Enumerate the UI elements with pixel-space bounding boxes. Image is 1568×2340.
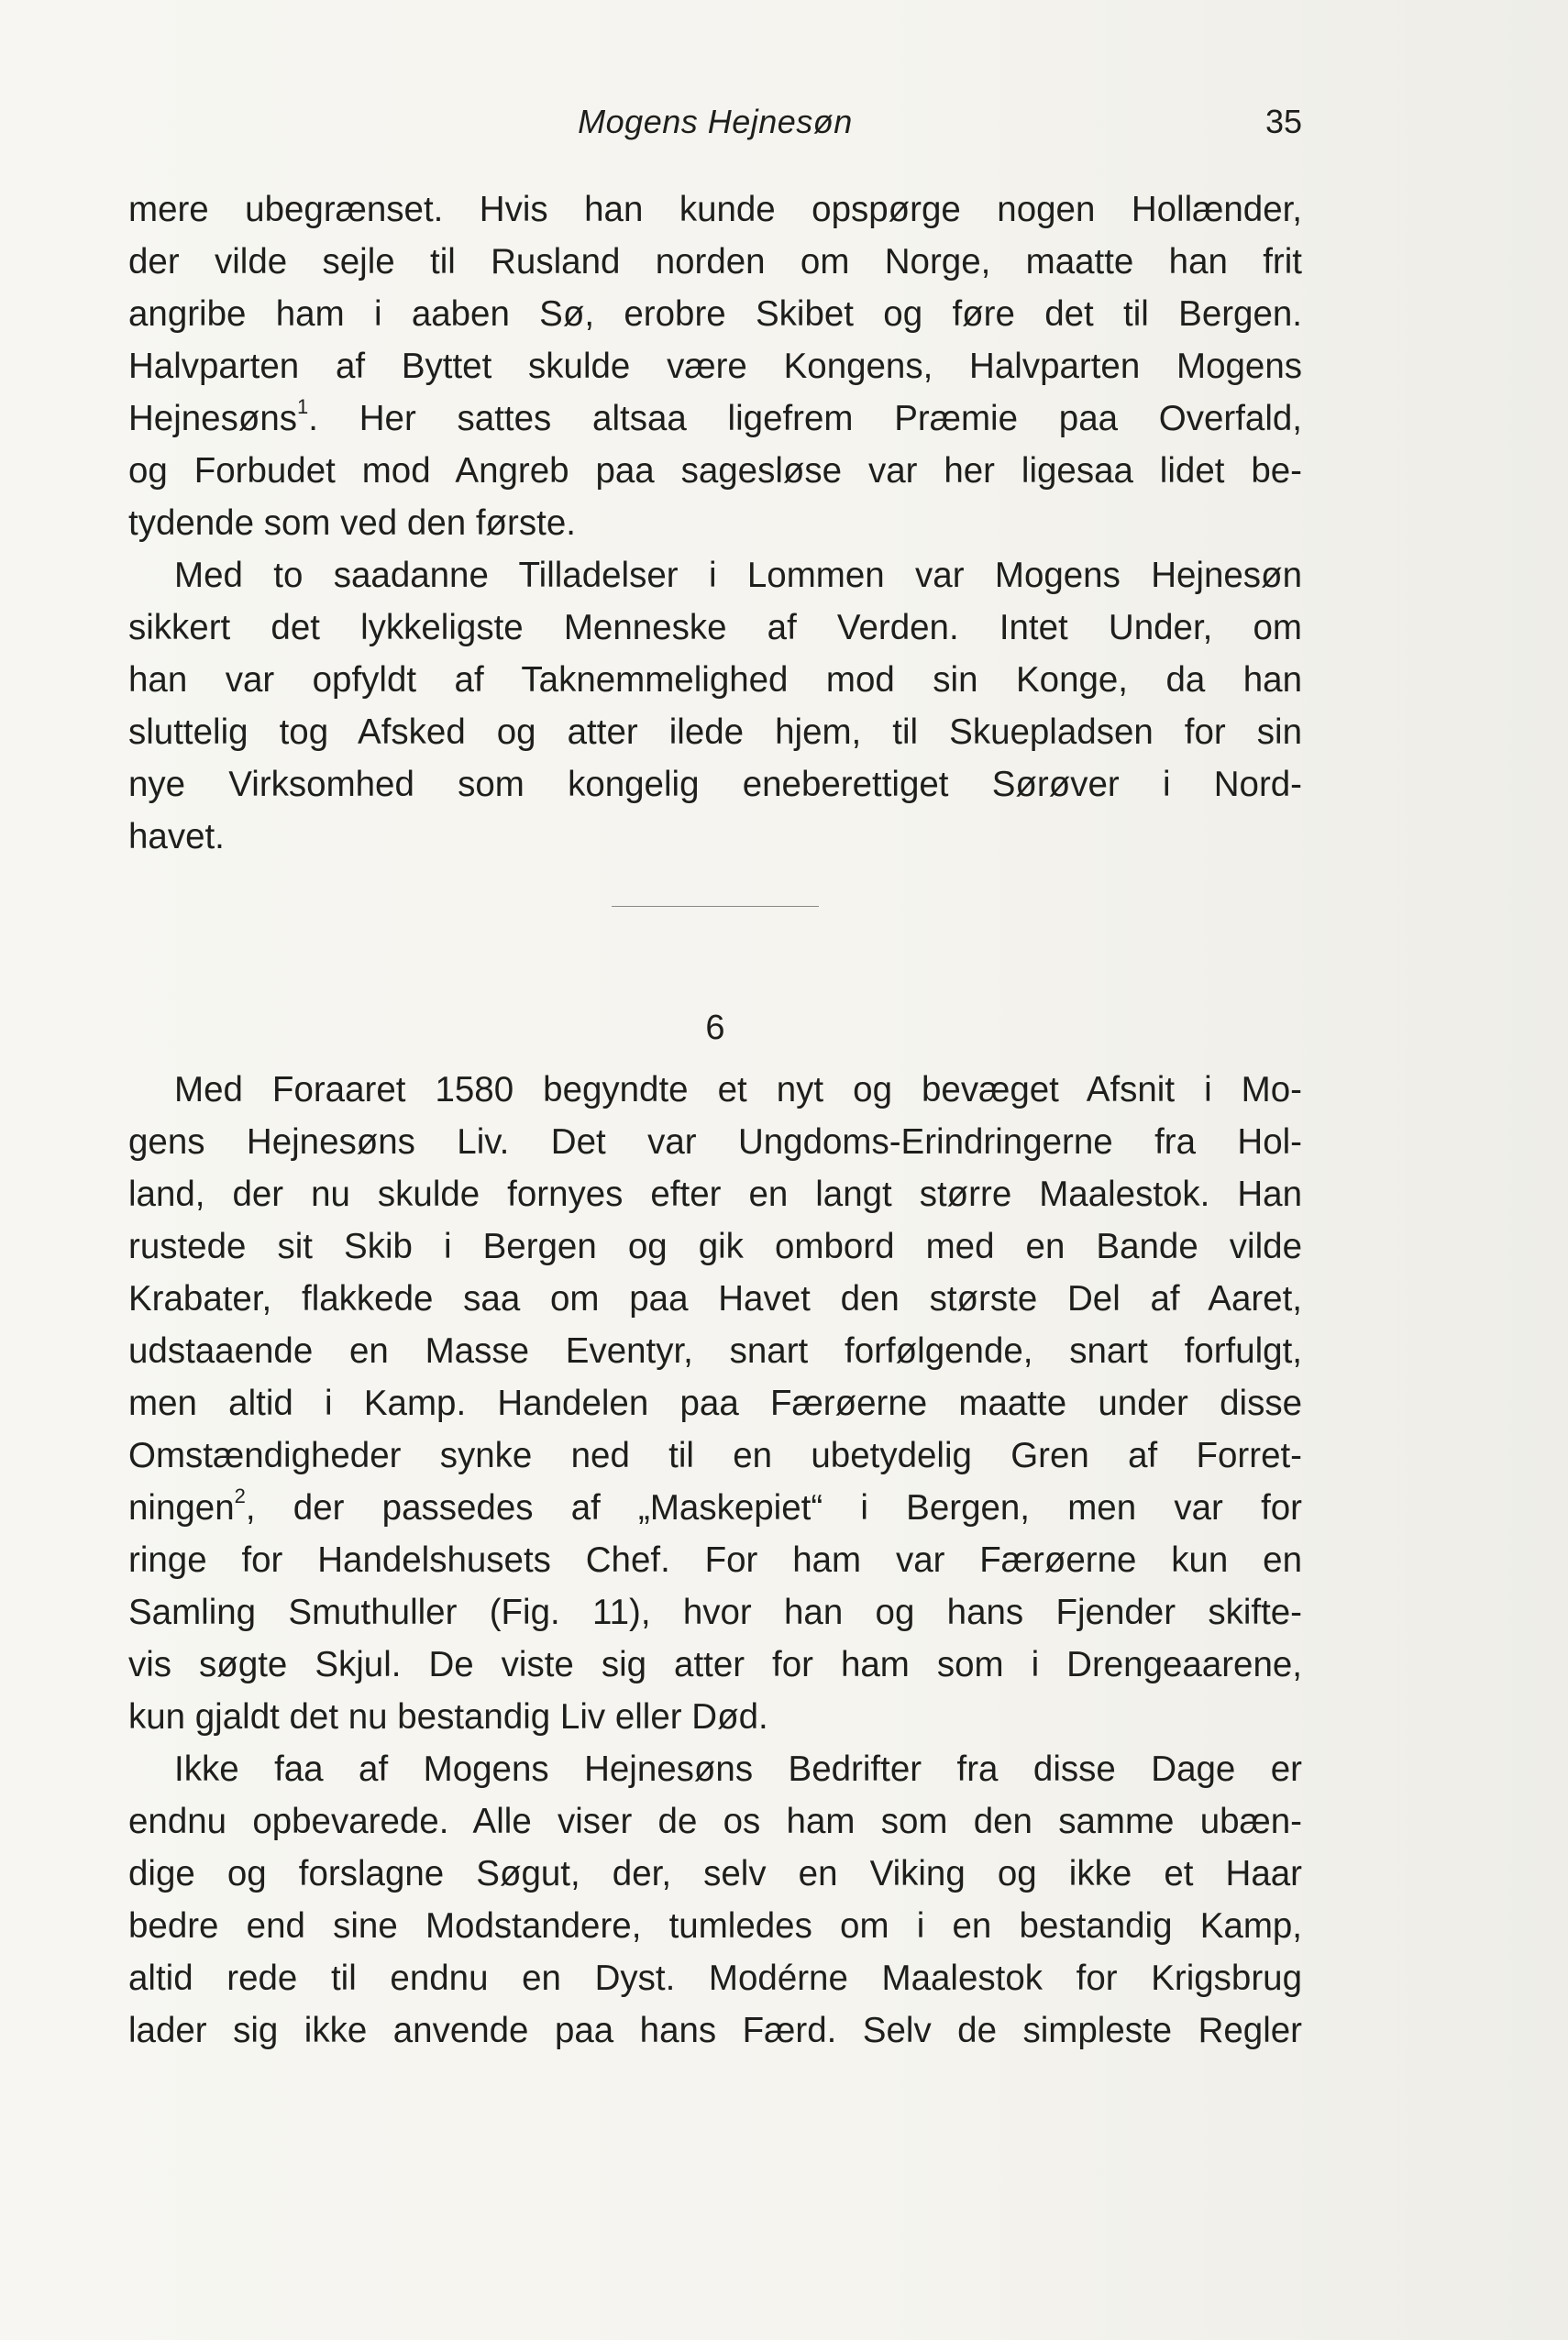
text-line: land, der nu skulde fornyes efter en langt større Maalestok. Han [128, 1175, 1302, 1214]
text-line: Med Foraaret 1580 begyndte et nyt og bevæget Afsnit i Mo- [174, 1070, 1302, 1109]
text-line: bedre end sine Modstandere, tumledes om i en bestandig Kamp, [128, 1906, 1302, 1946]
text-block-1 [128, 183, 1302, 863]
text-line: sluttelig tog Afsked og atter ilede hjem, til Skuepladsen for sin [128, 712, 1302, 752]
text-fragment: , der passedes af „Maskepiet“ i Bergen, men var for [245, 1488, 1302, 1528]
text-line: angribe ham i aaben Sø, erobre Skibet og føre det til Bergen. [128, 294, 1302, 334]
footnote-reference[interactable]: 1 [297, 395, 309, 419]
text-fragment: Hejnesøns [128, 399, 298, 438]
text-line: ringe for Handelshusets Chef. For ham var Færøerne kun en [128, 1540, 1302, 1580]
section-number: 6 [705, 1009, 725, 1047]
text-line: nye Virksomhed som kongelig eneberettiget Sørøver i Nord- [128, 765, 1302, 804]
text-line: endnu opbevarede. Alle viser de os ham som den samme ubæn- [128, 1802, 1302, 1841]
page-number: 35 [1264, 103, 1302, 140]
text-line: kun gjaldt det nu bestandig Liv eller Død. [128, 1697, 768, 1737]
text-line: men altid i Kamp. Handelen paa Færøerne maatte under disse [128, 1384, 1302, 1423]
text-line: havet. [128, 817, 225, 856]
text-line: og Forbudet mod Angreb paa sagesløse var her ligesaa lidet be- [128, 451, 1302, 491]
text-line: lader sig ikke anvende paa hans Færd. Selv de simpleste Regler [128, 2011, 1302, 2050]
text-line: altid rede til endnu en Dyst. Modérne Maalestok for Krigsbrug [128, 1959, 1302, 1998]
text-line: der vilde sejle til Rusland norden om Norge, maatte han frit [128, 242, 1302, 281]
text-line: sikkert det lykkeligste Menneske af Verden. Intet Under, om [128, 608, 1302, 647]
text-line: Samling Smuthuller (Fig. 11), hvor han og hans Fjender skifte- [128, 1593, 1302, 1632]
text-line: rustede sit Skib i Bergen og gik ombord med en Bande vilde [128, 1227, 1302, 1266]
text-line: vis søgte Skjul. De viste sig atter for ham som i Drengeaarene, [128, 1645, 1302, 1684]
text-line: dige og forslagne Søgut, der, selv en Viking og ikke et Haar [128, 1854, 1302, 1893]
text-line [128, 392, 1302, 445]
running-title: Mogens Hejnesøn [578, 103, 853, 140]
text-line: Ikke faa af Mogens Hejnesøns Bedrifter fra disse Dage er [174, 1749, 1302, 1789]
text-line: Halvparten af Byttet skulde være Kongens, Halvparten Mogens [128, 347, 1302, 386]
text-line [128, 1482, 1302, 1534]
footnote-reference[interactable]: 2 [234, 1485, 246, 1508]
text-line: han var opfyldt af Taknemmelighed mod sin Konge, da han [128, 660, 1302, 700]
text-line: Omstændigheder synke ned til en ubetydelig Gren af Forret- [128, 1436, 1302, 1475]
text-line: tydende som ved den første. [128, 503, 576, 543]
running-head [128, 99, 1302, 145]
text-fragment: ningen [128, 1488, 235, 1528]
text-line: Med to saadanne Tilladelser i Lommen var Mogens Hejnesøn [174, 556, 1302, 595]
text-block-2 [128, 1064, 1302, 2057]
text-line: Krabater, flakkede saa om paa Havet den største Del af Aaret, [128, 1279, 1302, 1319]
text-line: gens Hejnesøns Liv. Det var Ungdoms-Erindringerne fra Hol- [128, 1122, 1302, 1162]
text-line: udstaaende en Masse Eventyr, snart forfølgende, snart forfulgt, [128, 1331, 1302, 1371]
text-line: mere ubegrænset. Hvis han kunde opspørge nogen Hollænder, [128, 190, 1302, 229]
section-divider [612, 906, 819, 907]
text-fragment: . Her sattes altsaa ligefrem Præmie paa Overfald, [308, 399, 1302, 438]
